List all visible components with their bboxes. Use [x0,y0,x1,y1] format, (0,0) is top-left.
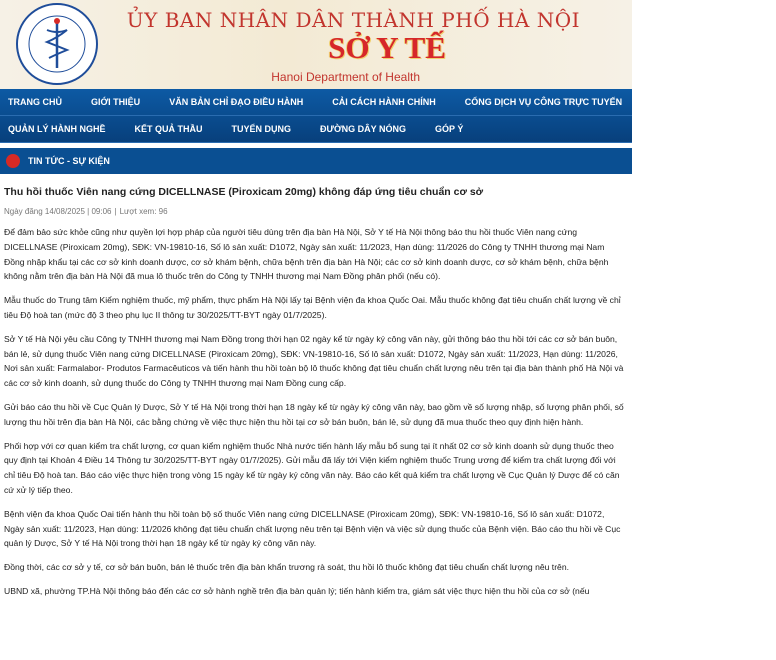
section-header [0,148,632,174]
emblem-icon [6,154,20,168]
article-date: Ngày đăng 14/08/2025 | 09:06 [4,207,112,216]
nav-hotline[interactable]: ĐƯỜNG DÂY NÓNG [320,124,407,134]
article-paragraph: Mẫu thuốc do Trung tâm Kiểm nghiệm thuốc, mỹ phẩm, thực phẩm Hà Nội lấy tại Bệnh viện đa khoa Quốc Oai. Mẫu thuốc không đạt tiêu chuẩn chất lượng về chỉ tiêu Độ hoà tan (mức độ 3 theo phụ lục II thông tư 30/2025/TT-BYT ngày 01/7/2025). [4,295,621,320]
section-title[interactable]: TIN TỨC - SỰ KIỆN [28,156,110,166]
nav-budget-disclosure[interactable]: CÔNG KHAI DỰ TOÁN NGÂN [651,97,776,107]
department-subtitle: Hanoi Department of Health [271,70,420,84]
article-paragraph: Sở Y tế Hà Nội yêu cầu Công ty TNHH thương mại Nam Đồng trong thời hạn 02 ngày kể từ ngày ký công văn này, gửi thông báo thu hồi tới các cơ sở bán buôn, bán lẻ, sử dụng thuốc Viên nang cứng DICELLNASE (Piroxicam 20mg), SĐK: VN-19810-16, Số lô sản xuất: D1072, Ngày sản xuất: 11/2023, Hạn dùng: 11/2026, Nơi sản xuất: Farmalabor- Produtos Farmacêuticos và tiến hành thu hồi toàn bộ lô thuốc không đạt tiêu chuẩn chất lượng nêu trên tại địa bàn thành phố Hà Nội và các cơ sở kinh doanh, sử dụng thuốc do Công ty TNHH thương mại Nam Đồng cung cấp. [4,333,624,389]
article-paragraph: Đồng thời, các cơ sở y tế, cơ sở bán buôn, bán lẻ thuốc trên địa bàn khẩn trương rà soát, thu hồi lô thuốc không đạt tiêu chuẩn chất lượng nêu trên. [4,562,570,573]
article-paragraph: Phối hợp với cơ quan kiểm tra chất lượng, cơ quan kiểm nghiệm thuốc Nhà nước tiến hành lấy mẫu bổ sung tại ít nhất 02 cơ sở kinh doanh sử dụng thuốc theo quy định tại Khoản 4 Điều 14 Thông tư 30/2025/TT-BYT ngày 01/7/2025). Gửi mẫu đã lấy tới Viện kiểm nghiệm thuốc Trung ương để kiểm tra chất lượng đối với chỉ tiêu Độ hoà tan. Báo cáo việc thực hiện trong vòng 15 ngày kể từ ngày ký công văn này. Báo cáo kết quả kiểm tra chất lượng về Cục Quản lý Dược để có căn cứ xử lý tiếp theo. [4,440,620,495]
article-title: Thu hồi thuốc Viên nang cứng DICELLNASE (Piroxicam 20mg) không đáp ứng tiêu chuẩn cơ sở [4,186,484,198]
article [0,186,632,599]
nav-feedback[interactable]: GÓP Ý [435,124,464,134]
nav-directives[interactable]: VĂN BẢN CHỈ ĐẠO ĐIỀU HÀNH [169,97,304,107]
article-paragraph: UBND xã, phường TP.Hà Nội thông báo đến các cơ sở hành nghề trên địa bàn quản lý; tiến hành kiểm tra, giám sát việc thực hiện thu hồi của cơ sở (nếu [4,585,590,596]
main-navigation [0,89,776,143]
nav-home[interactable]: TRANG CHỦ [8,97,62,107]
article-views: Lượt xem: 96 [119,207,168,216]
nav-public-services[interactable]: CỔNG DỊCH VỤ CÔNG TRỰC TUYẾN [464,97,623,107]
nav-row-1 [0,89,776,116]
nav-admin-reform[interactable]: CẢI CÁCH HÀNH CHÍNH [332,97,436,107]
site-header [0,0,632,89]
nav-about[interactable]: GIỚI THIỆU [91,97,141,107]
nav-row-2 [0,116,632,143]
article-meta: Ngày đăng 14/08/2025 | 09:06 | Lượt xem: 96 [4,207,168,216]
nav-recruitment[interactable]: TUYỂN DỤNG [231,124,292,134]
nav-practice-management[interactable]: QUẢN LÝ HÀNH NGHỀ [8,124,106,134]
department-title: SỞ Y TẾ [328,30,446,65]
article-paragraph: Để đảm bảo sức khỏe cũng như quyền lợi hợp pháp của người tiêu dùng trên địa bàn Hà Nội, Sở Y tế Hà Nội thông báo thu hồi thuốc Viên nang cứng DICELLNASE (Piroxicam 20mg), SĐK: VN-19810-16, Số lô sản xuất: D1072, Ngày sản xuất: 11/2023, Hạn dùng: 11/2026 do Công ty TNHH thương mại Nam Đồng nhập khẩu tại các cơ sở kinh doanh dược, cơ sở khám bệnh, chữa bệnh trên địa bàn Hà Nội; các cơ sở kinh doanh dược, cơ sở khám bệnh, chữa bệnh không nằm trên địa bàn Hà Nội đã mua lô thuốc trên do Công ty TNHH thương mại Nam Đồng phân phối (nếu có). [4,227,609,282]
article-paragraph: Gửi báo cáo thu hồi về Cục Quản lý Dược, Sở Y tế Hà Nội trong thời hạn 18 ngày kể từ ngày ký công văn này, bao gồm về số lượng nhập, số lượng phân phối, số lượng thu hồi trên địa bàn Hà Nội, các bằng chứng về việc thực hiện thu hồi tại cơ sở bán buôn, bán lẻ, sử dụng đã mua thuốc theo quy định hiện hành. [4,401,624,427]
article-paragraph: Bệnh viện đa khoa Quốc Oai tiến hành thu hồi toàn bộ số thuốc Viên nang cứng DICELLNASE (Piroxicam 20mg), SĐK: VN-19810-16, Số lô sản xuất: D1072, Ngày sản xuất: 11/2023, Hạn dùng: 11/2026 không đạt tiêu chuẩn chất lượng nêu trên tại Bệnh viện và việc sử dụng thuốc của Bệnh viện. Báo cáo thu hồi về Cục quản lý Dược, Sở Y tế Hà Nội trong thời hạn 18 ngày kể từ ngày ký công văn này. [4,508,621,549]
city-committee-title: ỦY BAN NHÂN DÂN THÀNH PHỐ HÀ NỘI [126,8,580,32]
nav-bid-results[interactable]: KẾT QUẢ THẦU [134,124,203,134]
